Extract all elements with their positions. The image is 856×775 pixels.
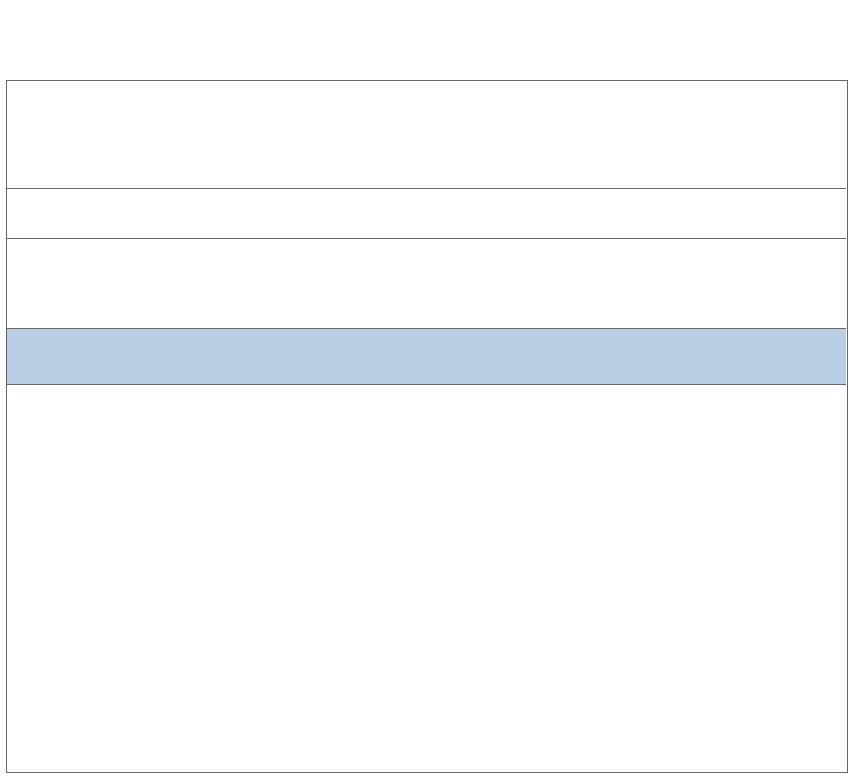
sub-forum-title	[7, 189, 846, 239]
page-title	[0, 0, 856, 70]
meeting-info	[7, 239, 846, 329]
schedule-table	[6, 80, 848, 773]
forum-header	[7, 81, 846, 189]
host-row	[7, 329, 846, 385]
